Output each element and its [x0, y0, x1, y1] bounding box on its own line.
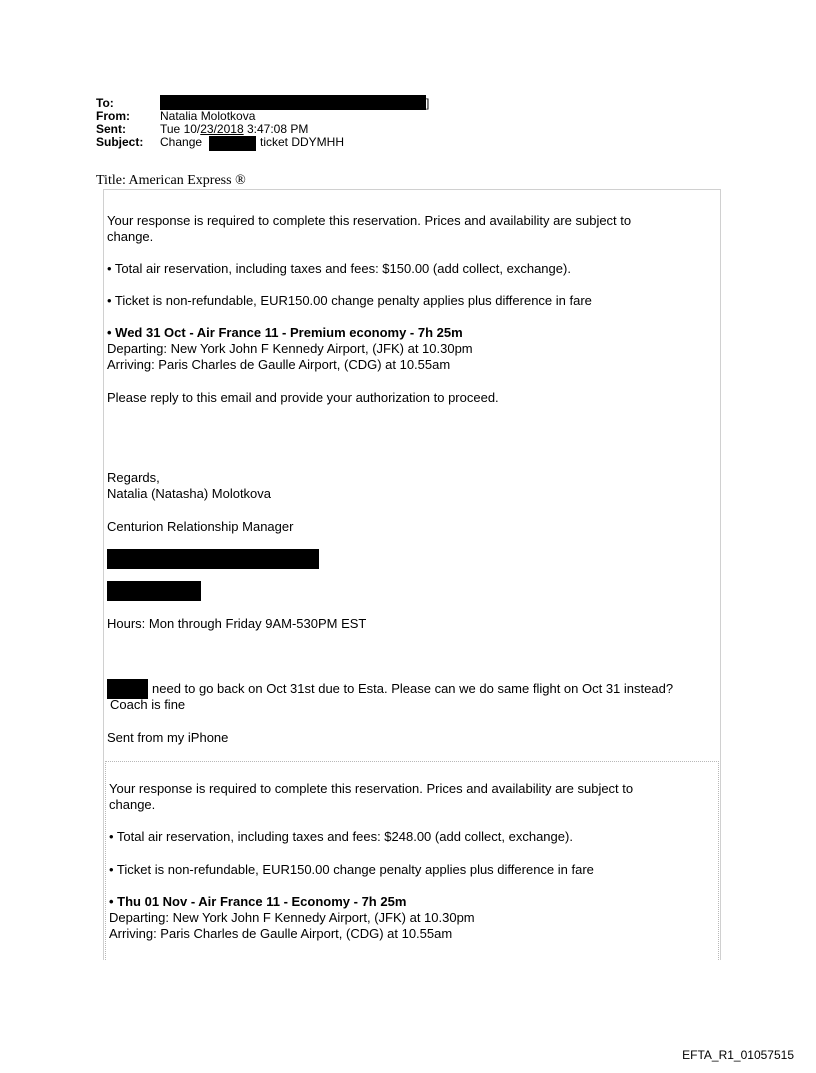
m2-bullet-ticket: • Ticket is non-refundable, EUR150.00 change penalty applies plus difference in fare	[109, 862, 594, 877]
redaction-to	[160, 95, 426, 110]
m2-arriving: Arriving: Paris Charles de Gaulle Airport, (CDG) at 10.55am	[109, 926, 453, 941]
to-bracket: ]	[426, 96, 430, 110]
m2-flight-heading: • Thu 01 Nov - Air France 11 - Economy - 7h 25m	[109, 894, 407, 909]
to-label: To:	[96, 96, 114, 110]
subject-pre: Change	[160, 135, 203, 149]
sent-label: Sent:	[96, 122, 126, 136]
m2-intro-line2: change.	[109, 797, 156, 812]
m1-intro-line2: change.	[107, 229, 154, 244]
email-title: Title: American Express ®	[96, 173, 246, 188]
m1-reply-request: Please reply to this email and provide your authorization to proceed.	[107, 390, 499, 405]
m1-regards: Regards,	[107, 470, 160, 485]
m2-intro-line1: Your response is required to complete this reservation. Prices and availability are subject to	[109, 781, 634, 796]
reply-line1: need to go back on Oct 31st due to Esta. Please can we do same flight on Oct 31 instead?	[152, 681, 674, 696]
m1-bullet-total: • Total air reservation, including taxes and fees: $150.00 (add collect, exchange).	[107, 261, 571, 276]
m1-signature-title: Centurion Relationship Manager	[107, 519, 294, 534]
from-label: From:	[96, 109, 130, 123]
reply-line2: Coach is fine	[110, 697, 186, 712]
subject-post: ticket DDYMHH	[260, 135, 345, 149]
m1-flight-heading: • Wed 31 Oct - Air France 11 - Premium economy - 7h 25m	[107, 325, 463, 340]
from-value: Natalia Molotkova	[160, 109, 256, 123]
m1-bullet-ticket: • Ticket is non-refundable, EUR150.00 change penalty applies plus difference in fare	[107, 293, 592, 308]
m1-intro-line1: Your response is required to complete this reservation. Prices and availability are subject to	[107, 213, 632, 228]
subject-label: Subject:	[96, 135, 144, 149]
redaction-contact-2	[107, 581, 201, 601]
m2-departing: Departing: New York John F Kennedy Airport, (JFK) at 10.30pm	[109, 910, 475, 925]
m1-signature-name: Natalia (Natasha) Molotkova	[107, 486, 272, 501]
m2-bullet-total: • Total air reservation, including taxes and fees: $248.00 (add collect, exchange).	[109, 829, 573, 844]
redaction-reply-sender	[107, 679, 148, 699]
sent-value-post: 3:47:08 PM	[243, 122, 309, 136]
m1-hours: Hours: Mon through Friday 9AM-530PM EST	[107, 616, 367, 631]
m1-departing: Departing: New York John F Kennedy Airport, (JFK) at 10.30pm	[107, 341, 473, 356]
m1-arriving: Arriving: Paris Charles de Gaulle Airport, (CDG) at 10.55am	[107, 357, 451, 372]
reply-sent-from: Sent from my iPhone	[107, 730, 229, 745]
redaction-contact-1	[107, 549, 319, 569]
redaction-subject	[209, 136, 256, 151]
sent-value-pre: Tue 10/	[160, 122, 201, 136]
sent-value-date: 23/2018	[200, 122, 244, 136]
document-id: EFTA_R1_01057515	[682, 1048, 794, 1062]
